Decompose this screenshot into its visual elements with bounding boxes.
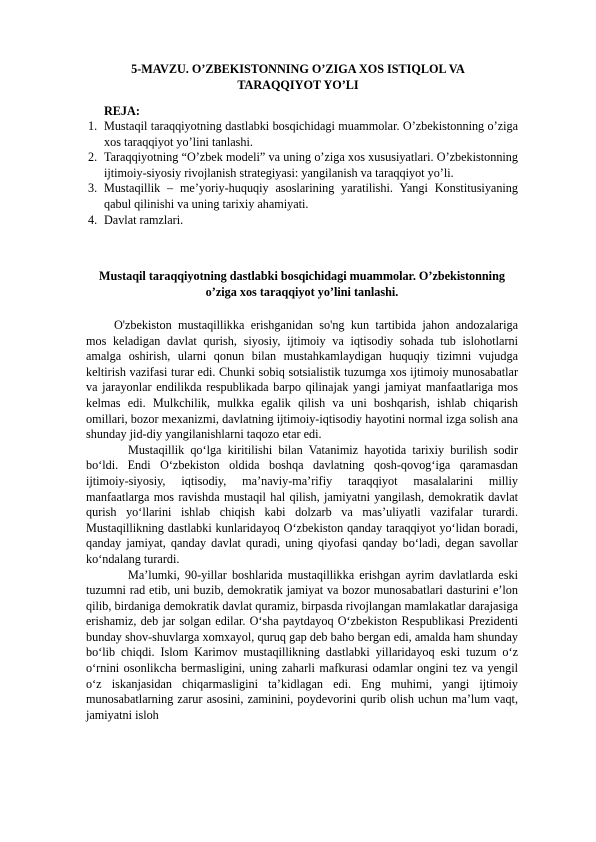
plan-item-number: 1. — [88, 119, 98, 133]
plan-item — [88, 150, 518, 181]
plan-item-text: Taraqqiyotning “O’zbek modeli” va uning o’ziga xos xususiyatlari. O’zbekistonning ijtimoiy-siyosiy rivojlanish strategiyasi: yangilanish va taraqqiyot yo’li. — [104, 150, 518, 180]
plan-item — [88, 181, 518, 212]
paragraph: Ma’lumki, 90-yillar boshlarida mustaqillikka erishgan ayrim davlatlarda eski tuzumni rad etib, uni buzib, demokratik jamiyat va bozor munosabatlari dasturini e’lon qilib, birdaniga demokratik davlat quramiz, birpasda rivojlangan mamlakatlar darajasiga erishamiz, deb jar solgan edilar. O‘sha paytdayoq O‘zbekiston Respublikasi Prezidenti bunday shov-shuvlarga xomxayol, quruq gap deb baho bergan edi, amalda ham shunday bo‘lib chiqdi. Islom Karimov mustaqillikning dastlabki yillaridayoq eski tuzum o‘z o‘rnini osonlikcha bermasligini, uning zaharli mafkurasi odamlar ongini tez va yengil o‘z iskanjasidan chiqarmasligini ta’kidlagan edi. Eng muhimi, yangi ijtimoiy munosabatlarning zarur asosini, zaminini, poydevorini qurib olish uchun ma’lum vaqt, jamiyatni isloh — [86, 567, 518, 722]
plan-item-number: 4. — [88, 212, 98, 227]
plan-item-text: Mustaqil taraqqiyotning dastlabki bosqichidagi muammolar. O’zbekistonning o’ziga xos taraqqiyot yo’lini tanlashi. — [104, 119, 518, 149]
plan-item — [88, 119, 518, 150]
plan-item-text: Davlat ramzlari. — [104, 212, 184, 227]
body-text — [86, 318, 518, 723]
plan-item-text: Mustaqillik – me’yoriy-huquqiy asoslarining yaratilishi. Yangi Konstitusiyaning qabul qilinishi va uning tarixiy ahamiyati. — [104, 181, 518, 211]
paragraph: Mustaqillik qo‘lga kiritilishi bilan Vatanimiz hayotida tarixiy burilish sodir bo‘ldi. Endi O‘zbekiston oldida boshqa davlatning qosh-qovog‘iga qaramasdan ijtimoiy-siyosiy, iqtisodiy, ma’naviy-ma’rifiy taraqqiyot masalalarini milliy manfaatlarga mos ravishda mustaqil hal qilish, jamiyatni yangilash, demokratik davlat qurish yo‘llarini ishlab chiqish kabi dolzarb va mas’uliyatli vazifalar turardi. Mustaqillikning dastlabki kunlaridayoq O‘zbekiston qanday taraqqiyot yo‘lidan boradi, qanday jamiyat, qanday davlat quradi, uning qiyofasi qanday bo‘ladi, degan savollar ko‘ndalang turardi. — [86, 442, 518, 566]
document-title: 5-MAVZU. O’ZBEKISTONNING O’ZIGA XOS ISTIQLOL VA TARAQQIYOT YO’LI — [131, 62, 465, 92]
paragraph: O'zbekiston mustaqillikka erishganidan so'ng kun tartibida jahon andozalariga mos keladigan davlat qurish, siyosiy, ijtimoiy va iqtisodiy sohada tub islohotlarni amalga oshirish, ularni qonun bilan mustahkamlaydigan huquqiy tizimni vujudga keltirish vazifasi turar edi. Chunki sobiq sotsialistik tuzumga xos ijtimoiy munosabatlar va jarayonlar endilikda respublikada barpo qilinajak yangi jamiyat manfaatlariga mos kelmas edi. Mulkchilik, mulkka egalik qilish va uni boshqarish, ishlab chiqarish omillari, bozor mexanizmi, davlatning ijtimoiy-iqtisodiy hayotini normal izga solish ana shunday jid-diy yangilanishlarni taqozo etar edi. — [86, 318, 518, 442]
plan-item-number: 3. — [88, 181, 98, 196]
plan-item-number: 2. — [88, 150, 98, 165]
plan-item — [88, 213, 518, 229]
plan-list — [88, 119, 518, 228]
section-heading: Mustaqil taraqqiyotning dastlabki bosqichidagi muammolar. O’zbekistonning o’ziga xos taraqqiyot yo’lini tanlashi. — [99, 269, 505, 299]
plan-heading: REJA: — [104, 104, 140, 118]
